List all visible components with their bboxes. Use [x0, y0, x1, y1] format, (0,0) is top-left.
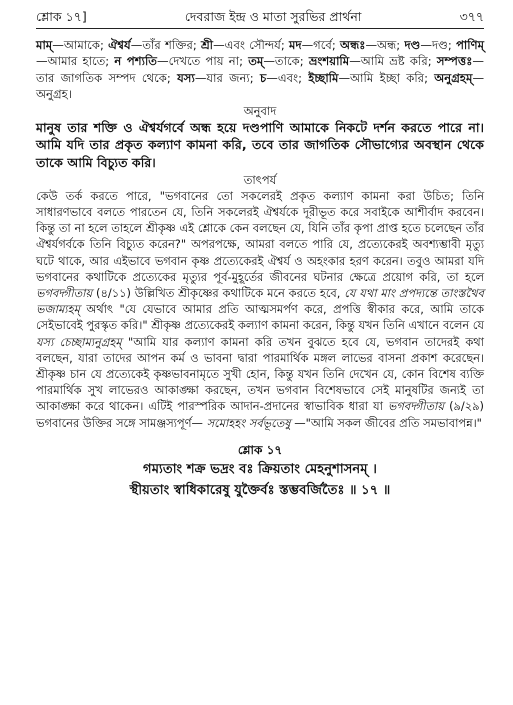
synonym-word: ন পশ্যতি — [114, 54, 157, 69]
translation-heading: অনুবাদ — [243, 104, 277, 119]
running-header — [36, 8, 484, 29]
purport-part: —"আমি সকল জীবের প্রতি সমভাবাপন্ন।" — [294, 415, 482, 430]
purport-part: কেউ তর্ক করতে পারে, "ভগবানের তো সকলেরই প্রকৃত কল্যাণ কামনা করা উচিত; তিনি সাধারণভাবে বলতে পারতেন যে, তিনি সকলেরই ঐশ্বর্যকে দূরীভূত করে সবাইকে আশীর্বাদ করবেন। কিন্তু তা না হলে তাহলে শ্রীকৃষ্ণ এই শ্লোকে কেন বলছেন যে, যিনি তাঁর কৃপা প্রাপ্ত হতে চলেছেন তাঁর ঐশ্বর্যগর্বকে তিনি বিচ্যুত করেন?" অপরপক্ষে, আমরা বলতে পারি যে, প্রত্যেকেরই অবশ্যম্ভাবী মৃত্যু ঘটে থাকে, আর এইভাবে ভগবান কৃষ্ণ প্রত্যেকেরই ঐশ্বর্য ও অহংকার হরণ করেন। তবুও আমরা যদি ভগবানের কথাটিকে প্রত্যেকের মৃত্যুর পূর্ব-মুহূর্তের জীবনের ঘটনার ক্ষেত্রে প্রয়োগ করি, তা হলে — [36, 188, 484, 284]
synonym-meaning: গর্বে — [313, 38, 332, 52]
synonym-word: যস্য — [177, 70, 195, 85]
synonym-meaning: যার জন্য — [206, 70, 250, 85]
verse-line: স্থীয়তাং স্বাধিকারেষু যুক্তৈর্বঃ স্তম্ভবর্জিতৈঃ ॥ ১৭ ॥ — [129, 482, 391, 498]
synonym-meaning: দণ্ড — [431, 38, 448, 52]
synonym-word: ঐশ্বর্য — [108, 38, 131, 52]
translation-text: মানুষ তার শক্তি ও ঐশ্বর্যগর্বে অন্ধ হয়ে দণ্ডপাণি আমাকে নিকটে দর্শন করতে পারে না। আমি যদি তার প্রকৃত কল্যাণ কামনা করি, তবে তার জাগতিক সৌভাগ্যের অবস্থান থেকে তাকে আমি বিচ্যুত করি। — [36, 120, 484, 170]
synonym-word: পাণিম্ — [456, 38, 485, 52]
book-title-gita: ভগবদ্গীতায় — [387, 399, 445, 414]
synonym-word: মদ — [289, 38, 302, 52]
verse-text — [36, 459, 484, 501]
synonym-meaning: আমি ভ্রষ্ট করি — [360, 54, 428, 69]
sanskrit-quote: যস্য চেচ্ছাম্যনুগ্রহম্ — [36, 334, 122, 349]
synonym-meaning: অন্ধ — [377, 38, 397, 52]
purport-part: (৯/২৯) ভগবানের উক্তির সঙ্গে সামঞ্জস্যপূর্ণ— — [36, 399, 484, 430]
synonym-meaning: আমাকে — [63, 38, 100, 52]
header-verse-ref: শ্লোক ১৭] — [36, 9, 87, 24]
sanskrit-quote: যে যথা মাং প্রপদ্যন্তে তাংস্তথৈব ভজাম্যহম্ — [36, 286, 484, 317]
synonym-word: দণ্ড — [404, 38, 421, 52]
synonym-meaning: দেখতে পায় না — [168, 54, 240, 69]
synonym-meaning: তাঁর শক্তির — [142, 38, 193, 52]
synonym-meaning: আমার হাতে — [47, 54, 106, 69]
synonym-meaning: অনুগ্রহ — [36, 86, 68, 101]
synonym-word: সম্পত্তঃ — [436, 54, 473, 69]
synonym-word: চ — [259, 70, 267, 85]
synonyms: মাম্—আমাকে; ঐশ্বর্য—তাঁর শক্তির; শ্রী—এবং সৌন্দর্য; মদ—গর্বে; অন্ধঃ—অন্ধ; দণ্ড—দণ্ড; পাণিম্—আমার হাতে; ন পশ্যতি—দেখতে পায় না; তম্—তাকে; ভ্রংশয়ামি—আমি ভ্রষ্ট করি; সম্পত্তঃ—তার জাগতিক সম্পদ থেকে; যস্য—যার জন্য; চ—এবং; ইচ্ছামি—আমি ইচ্ছা করি; অনুগ্রহম্—অনুগ্রহ। — [36, 38, 485, 101]
synonym-word: ইচ্ছামি — [308, 70, 339, 85]
verse-line: গম্যতাং শক্র ভদ্রং বঃ ক্রিয়তাং মেহনুশাসনম্ । — [143, 461, 377, 477]
synonym-meaning: আমি ইচ্ছা করি — [350, 70, 425, 85]
page-number: ৩৭৭ — [459, 9, 484, 24]
synonym-word: অন্ধঃ — [340, 38, 366, 52]
synonym-word: মাম্ — [36, 38, 53, 52]
purport-part: অর্থাৎ "যে যেভাবে আমার প্রতি আত্মসমর্পণ করে, প্রপত্তি স্বীকার করে, আমি তাকে সেইভাবেই পুরস্কৃত করি।" শ্রীকৃষ্ণ প্রত্যেকেরই কল্যাণ কামনা করেন, কিন্তু যখন তিনি এখানে বলেন যে — [36, 302, 484, 333]
synonym-word: অনুগ্রহম্ — [434, 70, 473, 85]
synonym-meaning: এবং — [277, 70, 299, 85]
purport-heading: তাৎপর্য — [243, 172, 277, 187]
book-page — [36, 8, 484, 501]
synonym-meaning: তাকে — [274, 54, 300, 69]
synonym-meaning: এবং সৌন্দর্য — [224, 38, 281, 52]
purport-part: (৪/১১) উল্লিখিত শ্রীকৃষ্ণের কথাটিকে মনে করতে হবে, — [96, 286, 341, 301]
sanskrit-quote: সমোহহং সর্বভূতেষু — [206, 415, 291, 430]
header-title: দেবরাজ ইন্দ্র ও মাতা সুরভির প্রার্থনা — [184, 9, 362, 24]
purport-part: "আমি যার কল্যাণ কামনা করি তখন বুঝতে হবে যে, ভগবান তাদেরই কথা বলছেন, যারা তাদের আপন কর্ম ও ভাবনা দ্বারা পারমার্থিক মঙ্গল লাভের বাসনা প্রকাশ করেছেন। শ্রীকৃষ্ণ চান যে প্রত্যেকেই কৃষ্ণভাবনামৃতে সুখী হোন, কিন্তু যখন তিনি দেখেন যে, কোন বিশেষ ব্যক্তি পারমার্থিক সুখ লাভেরও আকাঙ্ক্ষা করছেন, তখন ভগবান বিশেষভাবে সেই মানুষটির জন্যই তা আকাঙ্ক্ষা করে থাকেন। এটিই পারস্পরিক আদান-প্রদানের স্বাভাবিক ধারা যা — [36, 334, 484, 414]
synonym-word: ভ্রংশয়ামি — [308, 54, 350, 69]
synonym-meaning: তার জাগতিক সম্পদ থেকে — [36, 70, 167, 85]
book-title-gita: ভগবদ্গীতায় — [36, 286, 93, 301]
purport-text — [36, 188, 484, 431]
synonym-word: শ্রী — [201, 38, 214, 52]
verse-number: শ্লোক ১৭ — [237, 442, 283, 457]
synonym-word: তম্ — [248, 54, 264, 69]
